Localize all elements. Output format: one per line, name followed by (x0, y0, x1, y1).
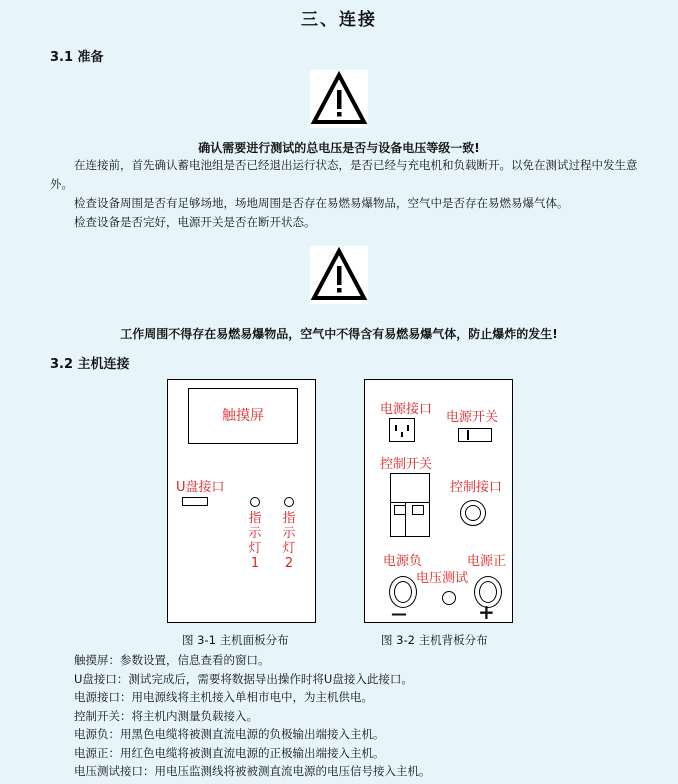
plus-symbol: + (478, 600, 495, 624)
section-heading-host-connection: 3.2 主机连接 (50, 357, 130, 372)
front-panel-diagram (167, 379, 316, 623)
description-negative: 电源负：用黑色电缆将被测直流电源的负极输出端接入主机。 (74, 727, 385, 741)
warning-icon (310, 70, 368, 128)
touchscreen-label: 触摸屏 (222, 407, 264, 424)
paragraph-device-check: 检查设备是否完好，电源开关是否在断开状态。 (74, 215, 316, 229)
voltage-test-port (442, 591, 456, 605)
power-socket (389, 418, 415, 442)
description-positive: 电源正：用红色电缆将被测直流电源的正极输出端接入主机。 (74, 746, 385, 760)
description-control-switch: 控制开关：将主机内测量负载接入。 (74, 709, 258, 723)
warning-icon (310, 246, 368, 304)
power-switch (458, 428, 492, 442)
control-port (460, 500, 486, 526)
usb-port (182, 497, 208, 506)
control-switch-label: 控制开关 (380, 457, 433, 472)
figure-caption-back: 图 3-2 主机背板分布 (381, 633, 488, 647)
section-heading-prepare: 3.1 准备 (50, 50, 104, 65)
paragraph-site-check: 检查设备周围是否有足够场地，场地周围是否存在易燃易爆物品，空气中是否存在易燃易爆气体。 (74, 196, 569, 210)
indicator-light-1 (250, 497, 260, 507)
touchscreen-box (188, 388, 298, 444)
voltage-test-label: 电压测试 (416, 571, 469, 586)
indicator-2-label: 指 示 灯 2 (282, 511, 296, 571)
description-usb-port: U盘接口：测试完成后，需要将数据导出操作时将U盘接入此接口。 (74, 672, 413, 686)
indicator-light-2 (284, 497, 294, 507)
description-touchscreen: 触摸屏：参数设置，信息查看的窗口。 (74, 653, 270, 667)
negative-terminal-label: 电源负 (383, 554, 423, 569)
control-port-label: 控制接口 (450, 480, 503, 495)
description-power-port: 电源接口：用电源线将主机接入单相市电中，为主机供电。 (74, 690, 373, 704)
indicator-1-label: 指 示 灯 1 (248, 511, 262, 571)
warning-text-explosion: 工作周围不得存在易燃易爆物品，空气中不得含有易燃易爆气体，防止爆炸的发生! (120, 327, 558, 341)
back-panel-diagram (364, 379, 513, 623)
figure-caption-front: 图 3-1 主机面板分布 (182, 633, 289, 647)
minus-symbol: — (391, 604, 407, 623)
power-port-label: 电源接口 (380, 402, 433, 417)
description-voltage-test: 电压测试接口：用电压监测线将被被测直流电源的电压信号接入主机。 (74, 764, 431, 778)
power-switch-label: 电源开关 (446, 410, 499, 425)
usb-port-label: U盘接口 (176, 480, 225, 495)
positive-terminal-label: 电源正 (467, 554, 507, 569)
warning-text-voltage: 确认需要进行测试的总电压是否与设备电压等级一致! (198, 141, 480, 155)
page-title: 三、连接 (301, 10, 377, 30)
paragraph-disconnect: 在连接前，首先确认蓄电池组是否已经退出运行状态，是否已经与充电机和负载断开。以免在测试过程中发生意外。 (50, 158, 638, 191)
control-switch (390, 473, 430, 537)
